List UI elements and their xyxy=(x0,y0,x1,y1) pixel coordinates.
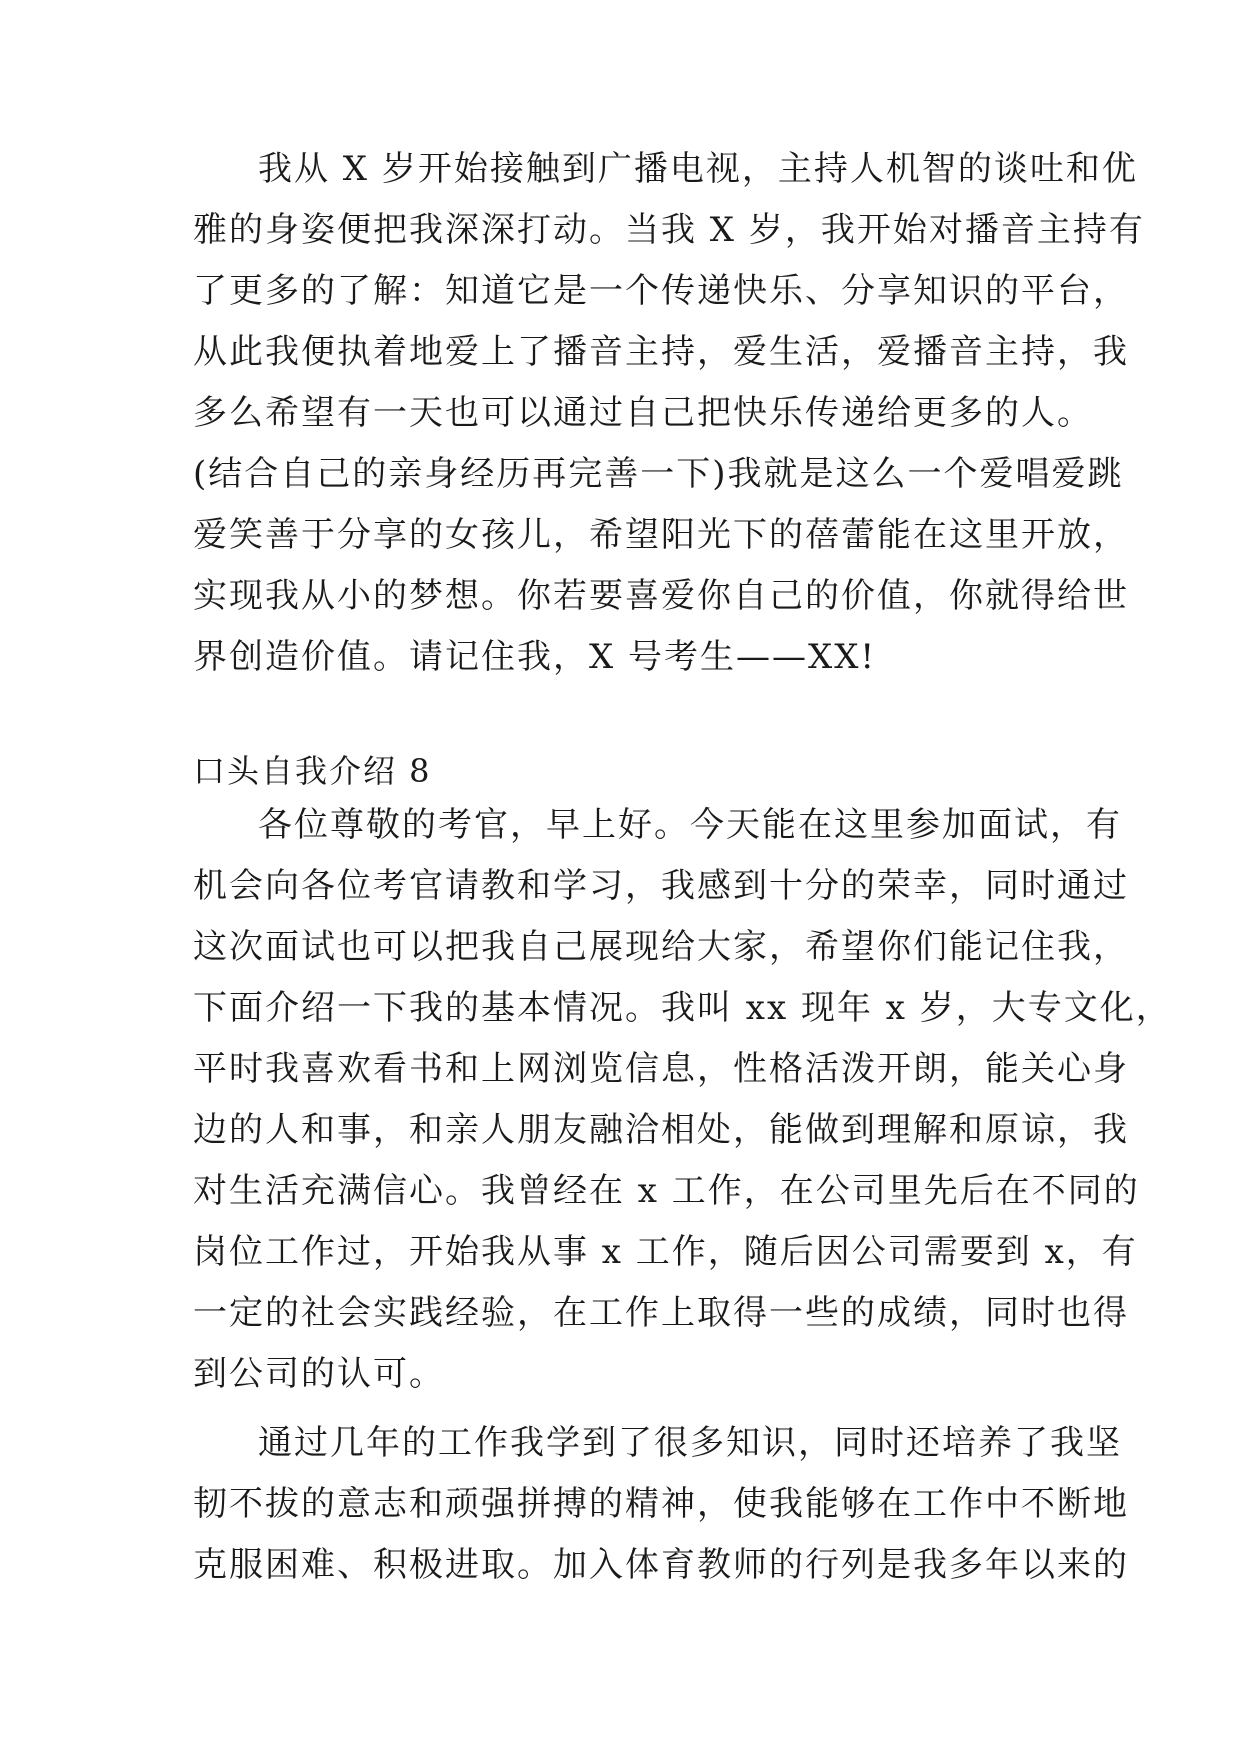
paragraph1-line-2: 雅的身姿便把我深深打动。当我 X 岁，我开始对播音主持有 xyxy=(193,210,1145,250)
paragraph3-line-1: 通过几年的工作我学到了很多知识，同时还培养了我坚 xyxy=(258,1423,1122,1463)
paragraph1-line-8: 实现我从小的梦想。你若要喜爱你自己的价值，你就得给世 xyxy=(193,576,1129,616)
paragraph1-line-5: 多么希望有一天也可以通过自己把快乐传递给更多的人。 xyxy=(193,393,1093,433)
paragraph3-line-3: 克服困难、积极进取。加入体育教师的行列是我多年以来的 xyxy=(193,1545,1129,1585)
paragraph1-line-6: (结合自己的亲身经历再完善一下)我就是这么一个爱唱爱跳 xyxy=(193,454,1124,494)
paragraph2-line-6: 边的人和事，和亲人朋友融洽相处，能做到理解和原谅，我 xyxy=(193,1110,1129,1150)
paragraph3-line-2: 韧不拔的意志和顽强拼搏的精神，使我能够在工作中不断地 xyxy=(193,1484,1129,1524)
paragraph2-line-4: 下面介绍一下我的基本情况。我叫 xx 现年 x 岁，大专文化， xyxy=(193,988,1172,1028)
paragraph2-line-3: 这次面试也可以把我自己展现给大家，希望你们能记住我， xyxy=(193,927,1129,967)
paragraph1-line-9: 界创造价值。请记住我，X 号考生——XX! xyxy=(193,637,877,677)
paragraph1-line-4: 从此我便执着地爱上了播音主持，爱生活，爱播音主持，我 xyxy=(193,332,1129,372)
section-heading: 口头自我介绍 8 xyxy=(193,752,432,790)
paragraph1-line-3: 了更多的了解：知道它是一个传递快乐、分享知识的平台， xyxy=(193,271,1129,311)
paragraph1-line-1: 我从 X 岁开始接触到广播电视，主持人机智的谈吐和优 xyxy=(258,149,1138,189)
paragraph1-line-7: 爱笑善于分享的女孩儿，希望阳光下的蓓蕾能在这里开放， xyxy=(193,515,1129,555)
paragraph2-line-8: 岗位工作过，开始我从事 x 工作，随后因公司需要到 x，有 xyxy=(193,1232,1138,1272)
paragraph2-line-10: 到公司的认可。 xyxy=(193,1354,445,1394)
paragraph2-line-9: 一定的社会实践经验，在工作上取得一些的成绩，同时也得 xyxy=(193,1293,1129,1333)
paragraph2-line-7: 对生活充满信心。我曾经在 x 工作，在公司里先后在不同的 xyxy=(193,1171,1140,1211)
paragraph2-line-1: 各位尊敬的考官，早上好。今天能在这里参加面试，有 xyxy=(258,805,1122,845)
paragraph2-line-2: 机会向各位考官请教和学习，我感到十分的荣幸，同时通过 xyxy=(193,866,1129,906)
paragraph2-line-5: 平时我喜欢看书和上网浏览信息，性格活泼开朗，能关心身 xyxy=(193,1049,1129,1089)
